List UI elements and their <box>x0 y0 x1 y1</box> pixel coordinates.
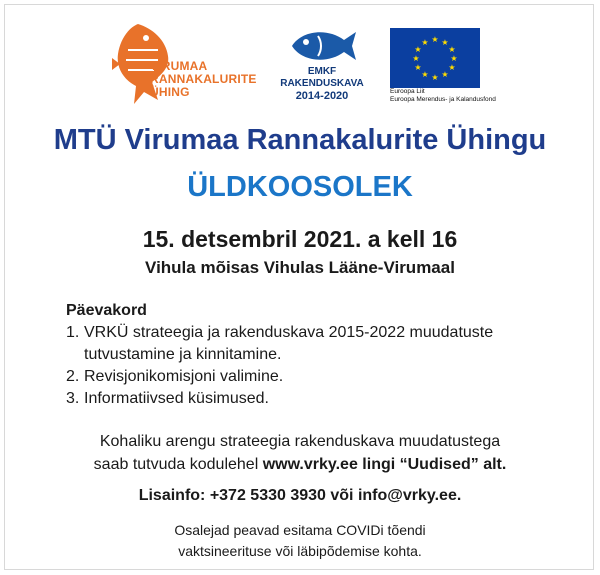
contact-info: Lisainfo: +372 5330 3930 või info@vrky.ee. <box>138 487 462 504</box>
agenda <box>66 300 586 410</box>
covid-note: Osalejad peavad esitama COVIDi tõendi vaktsineerituse või läbipõdemise kohta. <box>174 522 426 559</box>
agenda-title: Päevakord <box>66 302 147 319</box>
event-location: Vihula mõisas Vihulas Lääne-Virumaal <box>145 258 455 277</box>
organization-title: MTÜ Virumaa Rannakalurite Ühingu <box>53 124 547 156</box>
emkf-logo-text: EMKF RAKENDUSKAVA 2014-2020 <box>280 66 364 102</box>
svg-text:★: ★ <box>441 70 449 79</box>
info-text: Kohaliku arengu strateegia rakenduskava muudatustega saab tutvuda kodulehel www.vrky.ee lingi “Uudised” alt. <box>93 433 507 473</box>
svg-text:★: ★ <box>414 45 422 54</box>
event-date: 15. detsembril 2021. a kell 16 <box>142 226 458 252</box>
eu-caption: Euroopa Liit Euroopa Merendus- ja Kalandusfond <box>390 88 496 103</box>
svg-text:★: ★ <box>421 70 429 79</box>
svg-text:★: ★ <box>421 38 429 47</box>
eu-flag-icon <box>390 28 480 88</box>
virumaa-logo-text: VIRUMAA RANNAKALURITE ÜHING <box>150 59 257 99</box>
svg-text:★: ★ <box>448 63 456 72</box>
svg-text:★: ★ <box>412 54 420 63</box>
svg-text:★: ★ <box>448 45 456 54</box>
svg-text:★: ★ <box>414 63 422 72</box>
website-link[interactable]: www.vrky.ee lingi “Uudised” alt. <box>262 456 507 473</box>
logo-bar <box>0 0 600 118</box>
svg-text:★: ★ <box>441 38 449 47</box>
svg-text:★: ★ <box>431 73 439 82</box>
svg-text:★: ★ <box>450 54 458 63</box>
svg-text:★: ★ <box>431 35 439 44</box>
agenda-item: 1. VRKÜ strateegia ja rakenduskava 2015-2022 muudatuste tutvustamine ja kinnitamine. <box>66 324 494 363</box>
emkf-fish-logo-icon <box>288 26 358 64</box>
agenda-item: 2. Revisjonikomisjoni valimine. <box>66 368 284 385</box>
agenda-item: 3. Informatiivsed küsimused. <box>66 390 269 407</box>
event-title: ÜLDKOOSOLEK <box>187 171 413 203</box>
